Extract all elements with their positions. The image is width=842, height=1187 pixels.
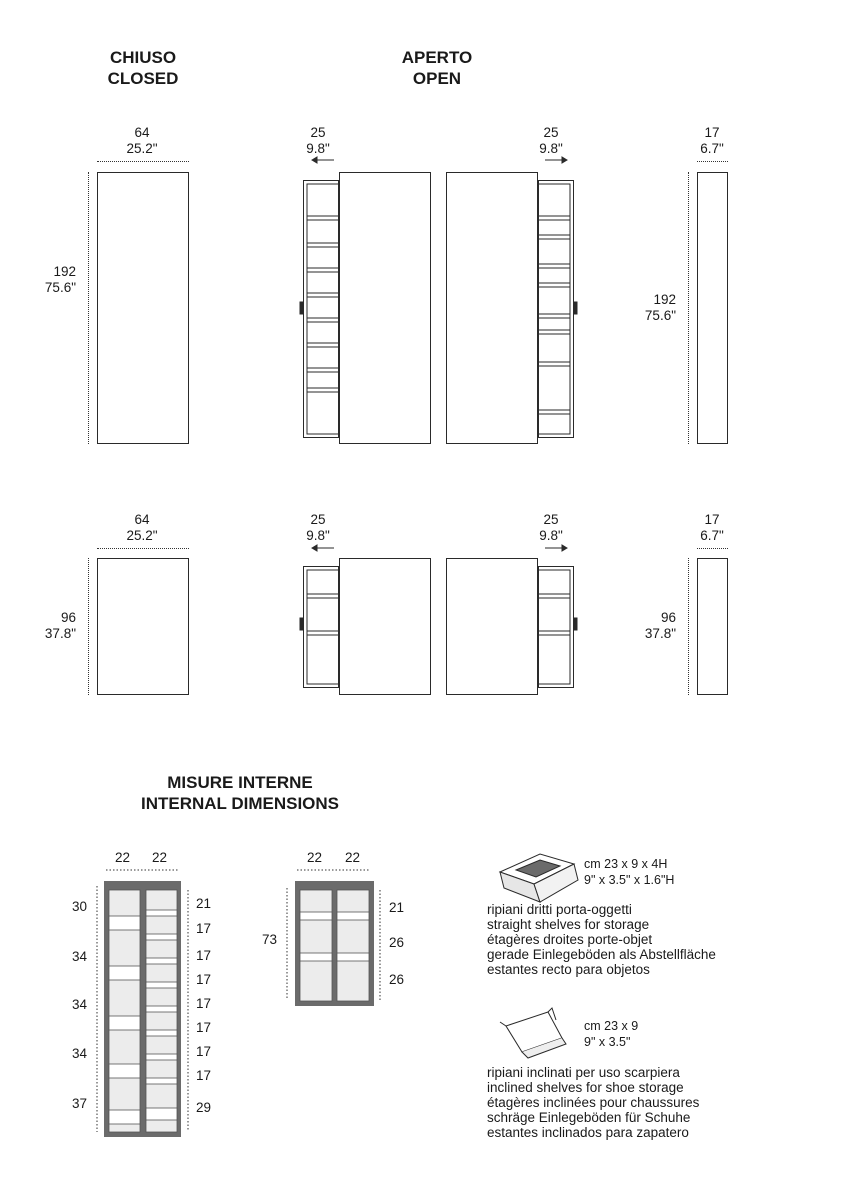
internal-tall-right-height: 17 <box>196 1068 212 1083</box>
inclined-shelf-desc-fr: étagères inclinées pour chaussures <box>487 1095 700 1110</box>
top-open-left-shelves <box>307 184 339 434</box>
inclined-shelf-size-in: 9" x 3.5" <box>584 1035 631 1049</box>
internal-short-left-height: 73 <box>262 932 278 947</box>
bottom-closed-height-in: 37.8" <box>44 626 76 641</box>
bottom-open-left-hinge <box>300 618 303 630</box>
top-closed-width-in: 25.2" <box>126 141 158 156</box>
internal-header <box>120 772 360 814</box>
internal-tall-left-height: 34 <box>72 1046 88 1061</box>
inclined-shelf-desc-it: ripiani inclinati per uso scarpiera <box>487 1065 680 1080</box>
bottom-closed-height-cm: 96 <box>60 610 76 625</box>
top-open-right-hinge <box>574 302 577 314</box>
straight-shelf-desc-en: straight shelves for storage <box>487 917 650 932</box>
bottom-open-left-shelves <box>307 570 339 684</box>
internal-short-col-width-2: 22 <box>345 850 361 865</box>
internal-short-right-height: 26 <box>389 935 405 950</box>
top-open-left-cm: 25 <box>310 125 326 140</box>
bottom-closed-width-in: 25.2" <box>126 528 158 543</box>
closed-header-en: CLOSED <box>107 69 179 88</box>
internal-tall-right-height: 17 <box>196 948 212 963</box>
closed-header-it: CHIUSO <box>109 48 177 67</box>
top-open-right-arrowhead <box>562 157 567 163</box>
bottom-open-right-in: 9.8" <box>539 528 563 543</box>
top-open-right-shelves <box>538 184 570 434</box>
internal-tall-left-height: 34 <box>72 997 88 1012</box>
top-open-right-in: 9.8" <box>539 141 563 156</box>
bottom-open-left-arrowhead <box>312 545 317 551</box>
internal-tall-right-height: 17 <box>196 996 212 1011</box>
internal-tall-left-height: 34 <box>72 949 88 964</box>
inclined-shelf-desc-de: schräge Einlegeböden für Schuhe <box>487 1110 691 1125</box>
bottom-side-height-cm: 96 <box>660 610 676 625</box>
internal-tall-right-height: 21 <box>196 896 212 911</box>
inclined-shelf-desc-en: inclined shelves for shoe storage <box>487 1080 684 1095</box>
internal-short-col-width-1: 22 <box>307 850 323 865</box>
straight-shelf-size-in: 9" x 3.5" x 1.6"H <box>584 873 675 887</box>
bottom-open-left-cm: 25 <box>310 512 326 527</box>
top-closed-height-cm: 192 <box>53 264 76 279</box>
bottom-open-right-arrowhead <box>562 545 567 551</box>
bottom-depth-in: 6.7" <box>700 528 724 543</box>
bottom-open-right-cm: 25 <box>543 512 559 527</box>
open-header-en: OPEN <box>412 69 462 88</box>
bottom-open-right-shelves <box>538 570 570 684</box>
straight-shelf-size-cm: cm 23 x 9 x 4H <box>584 857 668 871</box>
bottom-depth-cm: 17 <box>704 512 720 527</box>
top-open-left-hinge <box>300 302 303 314</box>
straight-shelf-desc-it: ripiani dritti porta-oggetti <box>487 902 632 917</box>
bottom-side-height-in: 37.8" <box>644 626 676 641</box>
inclined-shelf-icon <box>500 1008 566 1058</box>
internal-tall-left-height: 37 <box>72 1096 88 1111</box>
straight-shelf-icon <box>500 854 578 902</box>
top-depth-in: 6.7" <box>700 141 724 156</box>
straight-shelf-desc-fr: étagères droites porte-objet <box>487 932 653 947</box>
internal-short-cabinet <box>295 881 374 1006</box>
internal-short-right-height: 26 <box>389 972 405 987</box>
internal-tall-left-height: 30 <box>72 899 88 914</box>
internal-header-en: INTERNAL DIMENSIONS <box>140 794 340 813</box>
top-closed-height-in: 75.6" <box>44 280 76 295</box>
straight-shelf-desc-es: estantes recto para objetos <box>487 962 650 977</box>
internal-tall-right-height: 17 <box>196 921 212 936</box>
top-open-left-arrowhead <box>312 157 317 163</box>
straight-shelf-desc-de: gerade Einlegeböden als Abstellfläche <box>487 947 716 962</box>
inclined-shelf-size-cm: cm 23 x 9 <box>584 1019 639 1033</box>
internal-tall-right-height: 17 <box>196 1044 212 1059</box>
inclined-shelf-desc-es: estantes inclinados para zapatero <box>487 1125 689 1140</box>
top-open-left-in: 9.8" <box>306 141 330 156</box>
internal-tall-cabinet <box>104 881 181 1137</box>
internal-short-right-height: 21 <box>389 900 405 915</box>
internal-tall-right-height: 17 <box>196 1020 212 1035</box>
bottom-open-right-hinge <box>574 618 577 630</box>
internal-header-it: MISURE INTERNE <box>167 773 313 792</box>
open-header-it: APERTO <box>401 48 473 67</box>
internal-tall-right-height: 17 <box>196 972 212 987</box>
internal-tall-right-height: 29 <box>196 1100 212 1115</box>
top-side-height-cm: 192 <box>653 292 676 307</box>
internal-tall-col-width-1: 22 <box>115 850 131 865</box>
top-closed-width-cm: 64 <box>134 125 150 140</box>
bottom-closed-width-cm: 64 <box>134 512 150 527</box>
internal-tall-col-width-2: 22 <box>152 850 168 865</box>
bottom-open-left-in: 9.8" <box>306 528 330 543</box>
top-open-right-cm: 25 <box>543 125 559 140</box>
top-depth-cm: 17 <box>704 125 720 140</box>
top-side-height-in: 75.6" <box>644 308 676 323</box>
